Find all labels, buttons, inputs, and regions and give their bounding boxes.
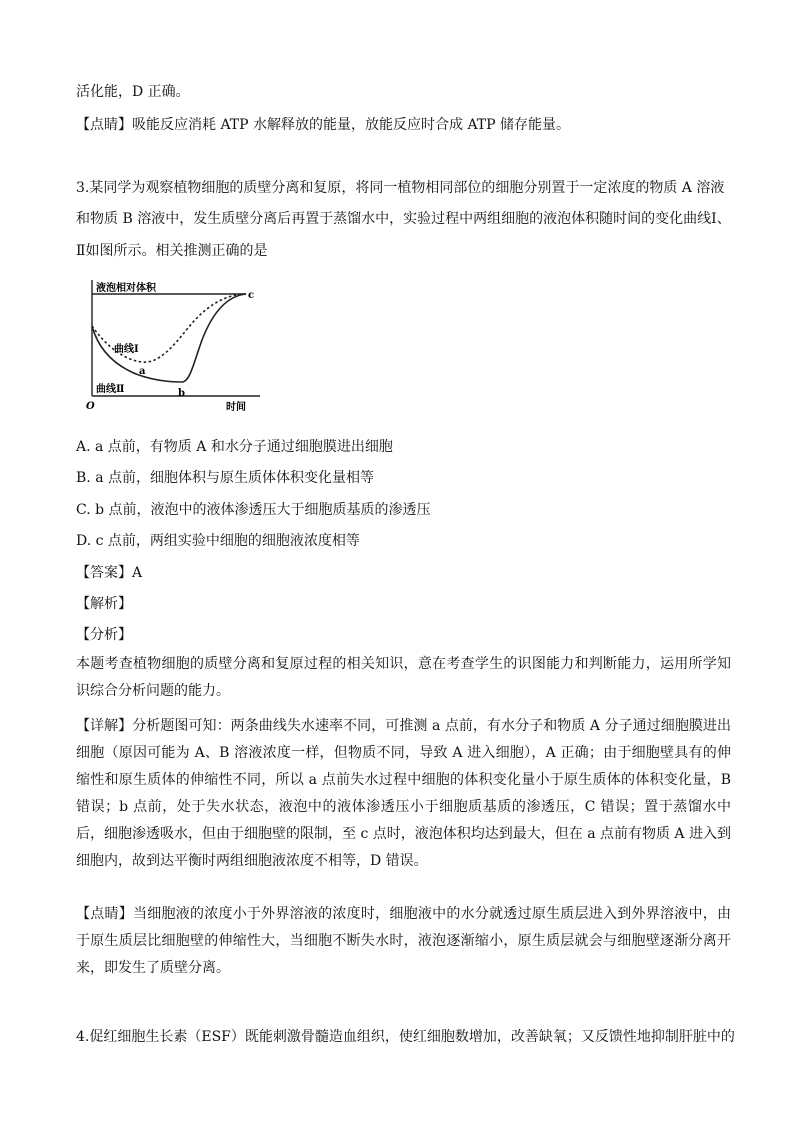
- option-d: D. c 点前，两组实验中细胞的细胞液浓度相等: [76, 533, 360, 549]
- point-c-label: c: [248, 290, 255, 301]
- detail-text: 【详解】分析题图可知：两条曲线失水速率不同，可推测 a 点前，有水分子和物质 A 分子通过细胞膜进出细胞（原因可能为 A、B 溶液浓度一样，但物质不同，导致 A 进入细胞），A 正确；由于细胞壁具有的伸缩性和原生质体的伸缩性不同，所以 a 点前失水过程中细胞的体积变化量小于原生质体的体积变化量，B 错误；b 点前，处于失水状态，液泡中的液体渗透压小于细胞质基质的渗透压，C 错误；置于蒸馏水中后，细胞渗透吸水，但由于细胞壁的限制，至 c 点时，液泡体积均达到最大，但在 a 点前有物质 A 进入到细胞内，故到达平衡时两组细胞液浓度不相等，D 错误。: [76, 718, 731, 869]
- curve-2-path: [92, 294, 246, 382]
- vacuole-volume-figure: [84, 276, 264, 416]
- x-axis-label: 时间: [226, 402, 246, 413]
- jiexi-heading: 【解析】: [76, 596, 132, 612]
- q3-dianjing: 【点睛】当细胞液的浓度小于外界溶液的浓度时，细胞液中的水分就透过原生质层进入到外界溶液中，由于原生质层比细胞壁的伸缩性大，当细胞不断失水时，液泡逐渐缩小，原生质层就会与细胞壁逐渐分离开来，即发生了质壁分离。: [76, 906, 731, 976]
- prev-dianjing: 【点睛】吸能反应消耗 ATP 水解释放的能量，放能反应时合成 ATP 储存能量。: [76, 117, 571, 133]
- fenxi-text: 本题考查植物细胞的质壁分离和复原过程的相关知识，意在考查学生的识图能力和判断能力，运用所学知识综合分析问题的能力。: [76, 656, 731, 699]
- prev-conclusion: 活化能，D 正确。: [76, 84, 190, 100]
- option-a: A. a 点前，有物质 A 和水分子通过细胞膜进出细胞: [76, 439, 393, 455]
- q3-stem-line-1: 3.某同学为观察植物细胞的质壁分离和复原，将同一植物相同部位的细胞分别置于一定浓度的物质 A 溶液: [76, 180, 725, 196]
- y-axis-label: 液泡相对体积: [96, 283, 156, 294]
- curve-2-label: 曲线Ⅱ: [96, 384, 125, 395]
- point-b-label: b: [178, 388, 185, 399]
- fenxi-heading: 【分析】: [76, 627, 132, 643]
- q3-stem-line-3: Ⅱ如图所示。相关推测正确的是: [76, 243, 268, 259]
- origin-label: O: [86, 401, 95, 412]
- option-c: C. b 点前，液泡中的液体渗透压大于细胞质基质的渗透压: [76, 502, 431, 518]
- point-a-label: a: [139, 366, 146, 377]
- answer: 【答案】A: [76, 565, 143, 581]
- curve-1-label: 曲线Ⅰ: [114, 344, 139, 355]
- q3-stem-line-2: 和物质 B 溶液中，发生质壁分离后再置于蒸馏水中，实验过程中两组细胞的液泡体积随时间的变化曲线Ⅰ、: [76, 211, 731, 227]
- option-b: B. a 点前，细胞体积与原生质体体积变化量相等: [76, 470, 374, 486]
- q4-stem-line-1: 4.促红细胞生长素（ESF）既能刺激骨髓造血组织，使红细胞数增加，改善缺氧；又反馈性地抑制肝脏中的: [76, 1029, 735, 1045]
